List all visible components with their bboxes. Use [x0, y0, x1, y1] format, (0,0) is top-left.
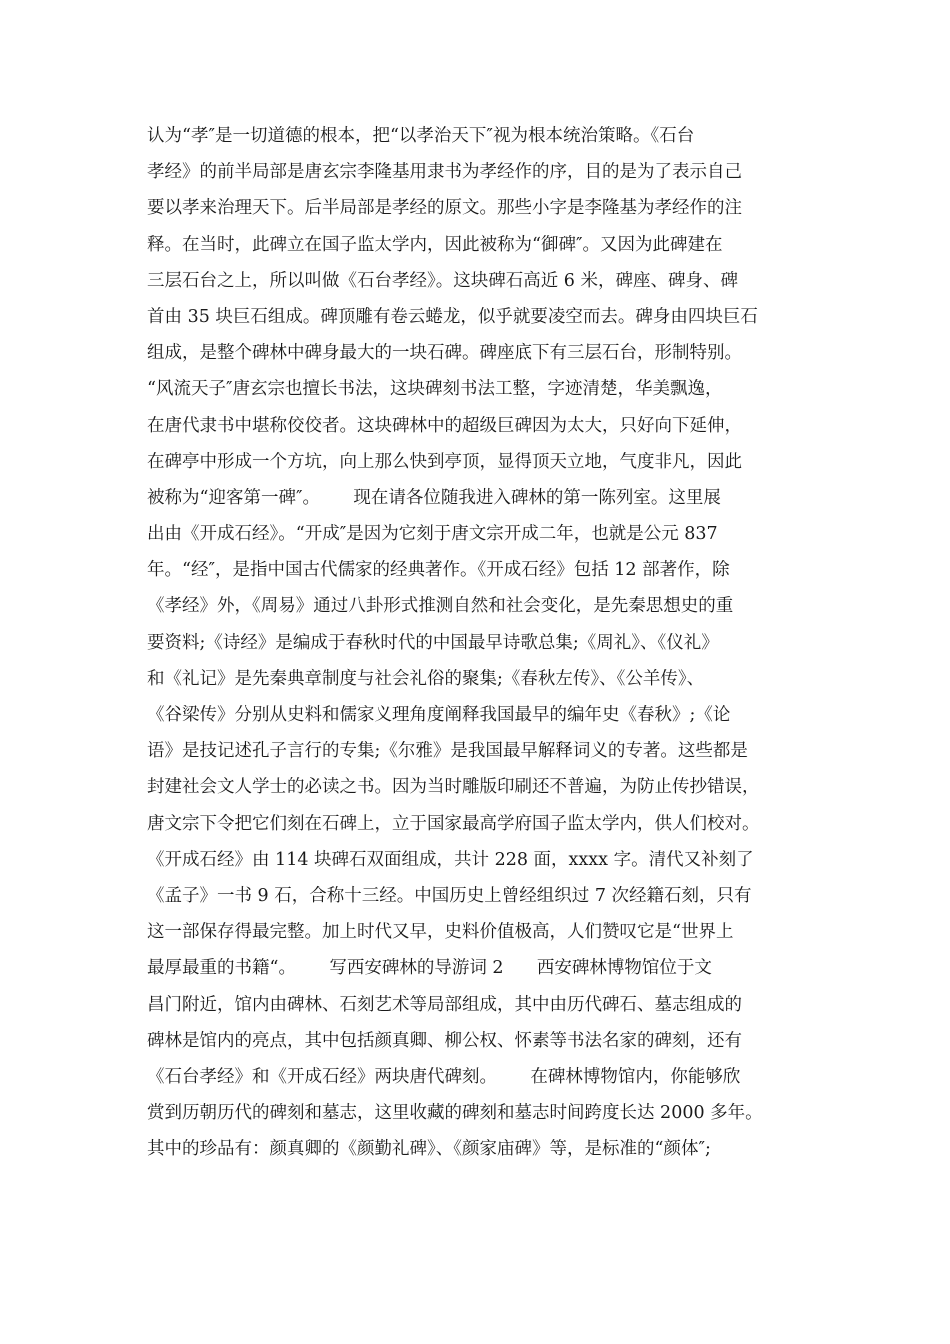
text-line: 出由《开成石经》。“开成″是因为它刻于唐文宗开成二年，也就是公元 837: [147, 524, 718, 545]
text-line: 《孝经》外，《周易》通过八卦形式推测自然和社会变化，是先秦思想史的重: [147, 596, 734, 617]
text-line: 认为“孝″是一切道德的根本，把“以孝治天下″视为根本统治策略。《石台: [147, 126, 695, 146]
text-line: 《开成石经》由 114 块碑石双面组成，共计 228 面，xxxx 字。清代又补刻了: [147, 849, 754, 870]
text-line: 释。在当时，此碑立在国子监太学内，因此被称为“御碑″。又因为此碑建在: [147, 234, 723, 255]
text-line: 唐文宗下令把它们刻在石碑上，立于国家最高学府国子监太学内，供人们校对。: [147, 813, 760, 834]
text-line: 和《礼记》是先秦典章制度与社会礼俗的聚集;《春秋左传》、《公羊传》、: [147, 668, 705, 689]
text-line: 年。“经″，是指中国古代儒家的经典著作。《开成石经》包括 12 部著作，除: [147, 560, 730, 581]
text-line: 《孟子》一书 9 石，合称十三经。中国历史上曾经组织过 7 次经籍石刻，只有: [147, 885, 752, 906]
text-line: 赏到历朝历代的碑刻和墓志，这里收藏的碑刻和墓志时间跨度长达 2000 多年。: [147, 1103, 763, 1124]
text-line: 要资料;《诗经》是编成于春秋时代的中国最早诗歌总集;《周礼》、《仪礼》: [147, 632, 719, 653]
text-line: 这一部保存得最完整。加上时代又早，史料价值极高，人们赞叹它是“世界上: [147, 922, 734, 943]
text-line: 要以孝来治理天下。后半局部是孝经的原文。那些小字是李隆基为孝经作的注: [147, 198, 742, 219]
text-line: 昌门附近，馆内由碑林、石刻艺术等局部组成，其中由历代碑石、墓志组成的: [147, 994, 742, 1015]
text-line: 孝经》的前半局部是唐玄宗李隆基用隶书为孝经作的序，目的是为了表示自己: [147, 162, 742, 183]
text-line: 碑林是馆内的亮点，其中包括颜真卿、柳公权、怀素等书法名家的碑刻，还有: [147, 1030, 742, 1051]
text-line: 组成，是整个碑林中碑身最大的一块石碑。碑座底下有三层石台，形制特别。: [147, 343, 742, 364]
text-line: 被称为“迎客第一碑″。 现在请各位随我进入碑林的第一陈列室。这里展: [147, 487, 721, 508]
text-line: 在碑亭中形成一个方坑，向上那么快到亭顶，显得顶天立地，气度非凡，因此: [147, 451, 742, 472]
text-line: 其中的珍品有：颜真卿的《颜勤礼碑》、《颜家庙碑》等，是标准的“颜体″;: [147, 1139, 711, 1160]
text-line: 最厚最重的书籍“。 写西安碑林的导游词 2 西安碑林博物馆位于文: [147, 958, 712, 979]
text-line: 在唐代隶书中堪称佼佼者。这块碑林中的超级巨碑因为太大，只好向下延伸，: [147, 415, 742, 436]
text-line: 首由 35 块巨石组成。碑顶雕有卷云蜷龙，似乎就要凌空而去。碑身由四块巨石: [147, 306, 758, 327]
text-line: “风流天子″唐玄宗也擅长书法，这块碑刻书法工整，字迹清楚，华美飘逸，: [147, 379, 723, 400]
text-line: 三层石台之上，所以叫做《石台孝经》。这块碑石高近 6 米，碑座、碑身、碑: [147, 270, 739, 291]
text-line: 《谷梁传》分别从史料和儒家义理角度阐释我国最早的编年史《春秋》;《论: [147, 705, 731, 725]
text-line: 封建社会文人学士的必读之书。因为当时雕版印刷还不普遍，为防止传抄错误，: [147, 777, 760, 798]
text-line: 《石台孝经》和《开成石经》两块唐代碑刻。 在碑林博物馆内，你能够欣: [147, 1066, 741, 1087]
body-text: [147, 118, 807, 1167]
text-line: 语》是技记述孔子言行的专集;《尔雅》是我国最早解释词义的专著。这些都是: [147, 741, 748, 762]
